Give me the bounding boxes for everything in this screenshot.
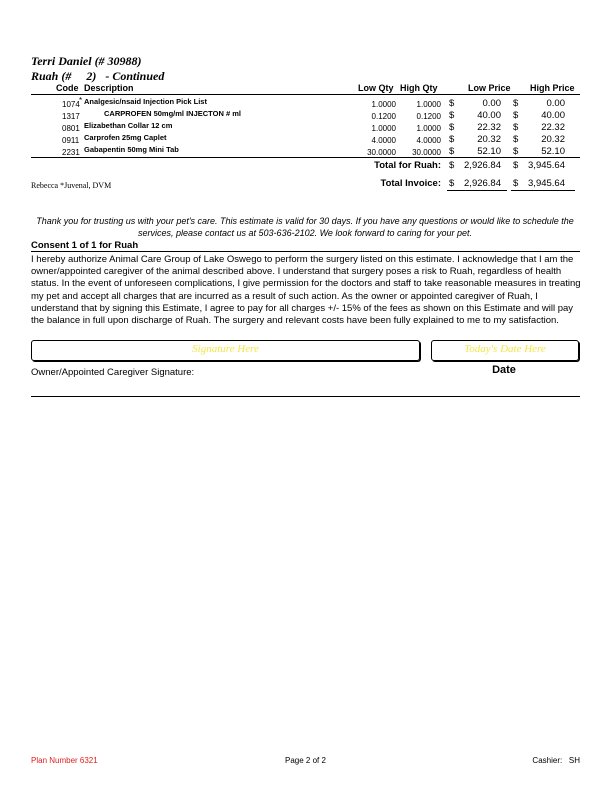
doctor-name: Rebecca *Juvenal, DVM bbox=[31, 181, 112, 190]
currency-symbol: $ bbox=[449, 122, 455, 133]
item-low-qty: 30.0000 bbox=[367, 148, 396, 157]
currency-symbol: $ bbox=[513, 160, 519, 171]
item-description: Analgesic/nsaid Injection Pick List bbox=[84, 97, 207, 106]
plan-number: Plan Number 6321 bbox=[31, 756, 98, 765]
signature-box[interactable] bbox=[31, 340, 420, 361]
item-low-price: 0.00 bbox=[482, 98, 501, 109]
consent-body: I hereby authorize Animal Care Group of Lake Oswego to perform the surgery listed on this estimate. I acknowledge that I am the owner/appointed caregiver of the animal described above. I understand that surgery poses a risk to Ruah, regardless of health status. In the event of unforeseen complications, I give permission for the doctors and staff to take reasonable measures in treating my pet and accept all charges that are incurred as a result of such action. As the owner or appointed caregiver of Ruah, I understand that by signing this Estimate, I agree to pay for all charges +/- 15% of the fees as shown on this Estimate and will pay the balance in full upon discharge of Ruah. The surgery and relevant costs have been fully explained to me to my satisfaction. bbox=[31, 254, 581, 327]
item-low-qty: 1.0000 bbox=[371, 100, 396, 109]
item-low-qty: 4.0000 bbox=[371, 136, 396, 145]
item-code: 0801 bbox=[62, 124, 80, 133]
date-box[interactable] bbox=[431, 340, 579, 361]
item-low-price: 40.00 bbox=[477, 110, 501, 121]
total-ruah-label: Total for Ruah: bbox=[374, 160, 441, 171]
currency-symbol: $ bbox=[449, 178, 455, 189]
item-high-price: 40.00 bbox=[541, 110, 565, 121]
signature-label: Owner/Appointed Caregiver Signature: bbox=[31, 367, 195, 378]
item-low-price: 52.10 bbox=[477, 146, 501, 157]
item-code: 2231 bbox=[62, 148, 80, 157]
item-high-price: 0.00 bbox=[546, 98, 565, 109]
client-name: Terri Daniel (# 30988) bbox=[31, 54, 142, 68]
item-code: 0911 bbox=[62, 136, 80, 145]
total-invoice-high: 3,945.64 bbox=[528, 178, 565, 189]
item-high-qty: 30.0000 bbox=[412, 148, 441, 157]
item-high-qty: 0.1200 bbox=[416, 112, 441, 121]
page-number: Page 2 of 2 bbox=[285, 756, 326, 765]
item-description: Gabapentin 50mg Mini Tab bbox=[84, 145, 179, 154]
header-divider bbox=[31, 94, 580, 95]
column-high-price: High Price bbox=[530, 83, 575, 93]
item-marker: * bbox=[79, 96, 83, 105]
currency-symbol: $ bbox=[513, 110, 519, 121]
item-description: Elizabethan Collar 12 cm bbox=[84, 121, 173, 130]
total-ruah-low: 2,926.84 bbox=[464, 160, 501, 171]
patient-name: Ruah (# 2) - Continued bbox=[31, 69, 165, 83]
items-divider bbox=[31, 157, 580, 158]
currency-symbol: $ bbox=[449, 110, 455, 121]
currency-symbol: $ bbox=[513, 98, 519, 109]
currency-symbol: $ bbox=[513, 134, 519, 145]
total-invoice-label: Total Invoice: bbox=[380, 178, 441, 189]
date-label: Date bbox=[492, 364, 516, 376]
invoice-low-underline bbox=[447, 190, 507, 191]
item-code: 1074 bbox=[62, 100, 80, 109]
item-high-price: 22.32 bbox=[541, 122, 565, 133]
item-high-price: 52.10 bbox=[541, 146, 565, 157]
item-high-price: 20.32 bbox=[541, 134, 565, 145]
currency-symbol: $ bbox=[449, 146, 455, 157]
currency-symbol: $ bbox=[449, 134, 455, 145]
column-low-qty: Low Qty bbox=[358, 83, 394, 93]
item-description: Carprofen 25mg Caplet bbox=[84, 133, 167, 142]
currency-symbol: $ bbox=[513, 178, 519, 189]
thank-you-note: Thank you for trusting us with your pet's care. This estimate is valid for 30 days. If you have any questions or would like to schedule the services, please contact us at 503-636-2102. We look forward to caring for your pet. bbox=[36, 216, 574, 238]
total-ruah-high: 3,945.64 bbox=[528, 160, 565, 171]
cashier: Cashier: SH bbox=[532, 756, 580, 765]
currency-symbol: $ bbox=[449, 98, 455, 109]
item-description: CARPROFEN 50mg/ml INJECTON # ml bbox=[104, 109, 241, 118]
column-high-qty: High Qty bbox=[400, 83, 438, 93]
currency-symbol: $ bbox=[449, 160, 455, 171]
currency-symbol: $ bbox=[513, 146, 519, 157]
item-low-qty: 1.0000 bbox=[371, 124, 396, 133]
column-low-price: Low Price bbox=[468, 83, 511, 93]
item-high-qty: 4.0000 bbox=[416, 136, 441, 145]
column-code: Code bbox=[56, 83, 79, 93]
consent-divider bbox=[31, 251, 580, 252]
signature-line bbox=[31, 396, 580, 397]
item-low-price: 22.32 bbox=[477, 122, 501, 133]
total-invoice-low: 2,926.84 bbox=[464, 178, 501, 189]
item-high-qty: 1.0000 bbox=[416, 124, 441, 133]
invoice-high-underline bbox=[511, 190, 575, 191]
signature-placeholder: Signature Here bbox=[192, 343, 259, 355]
consent-title: Consent 1 of 1 for Ruah bbox=[31, 240, 139, 251]
item-low-price: 20.32 bbox=[477, 134, 501, 145]
item-code: 1317 bbox=[62, 112, 80, 121]
item-high-qty: 1.0000 bbox=[416, 100, 441, 109]
column-description: Description bbox=[84, 83, 134, 93]
currency-symbol: $ bbox=[513, 122, 519, 133]
item-low-qty: 0.1200 bbox=[371, 112, 396, 121]
date-placeholder: Today's Date Here bbox=[464, 343, 546, 355]
